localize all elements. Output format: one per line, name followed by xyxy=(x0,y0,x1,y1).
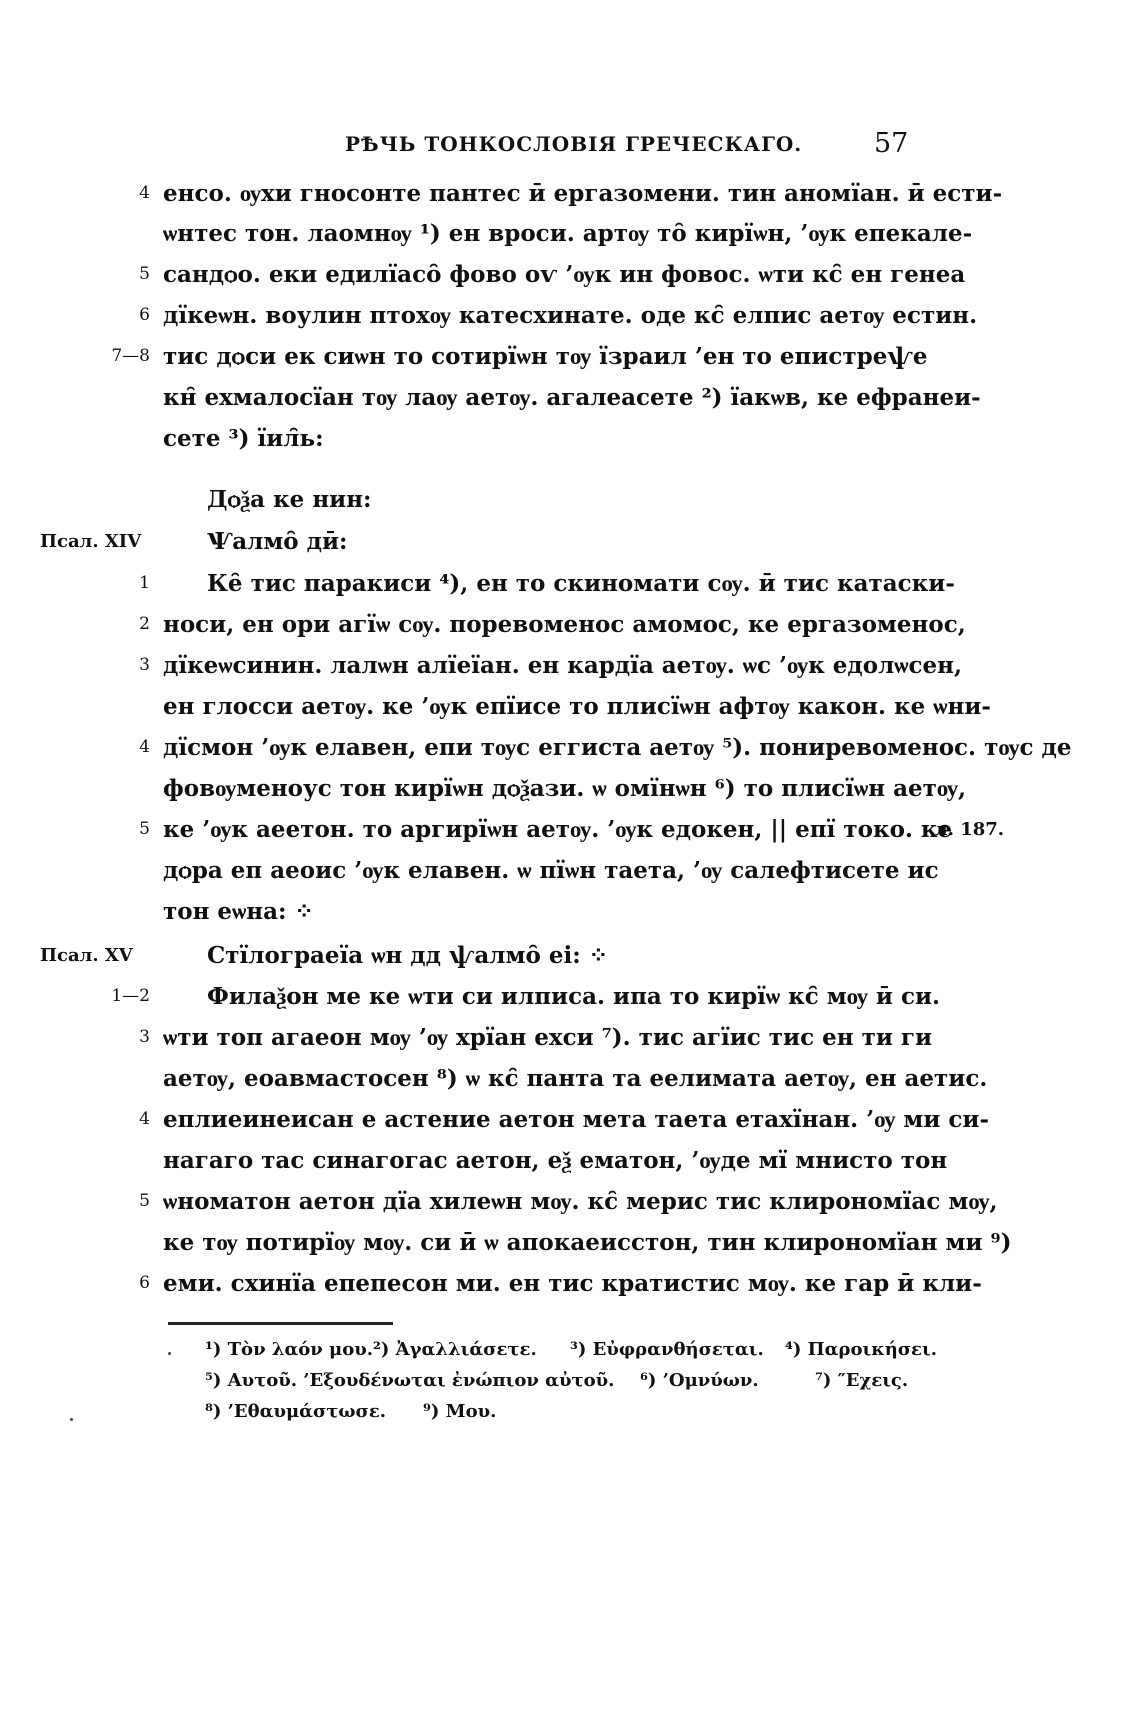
line-text: Стїлограеїа ѡн дд ѱалмо̑ еі: ⁘ xyxy=(207,942,608,969)
line-text: сандѻо. еки едилїасо̑ фово оѵ ’ѹк ин фовос. ѡти кс̑ ен генеа xyxy=(163,261,966,288)
line-text: нагаго тас синагогас аетон, еѯ ематон, ’ѹде мї мнисто тон xyxy=(163,1147,948,1174)
verse-number: 5 xyxy=(139,264,150,284)
verse-number: 3 xyxy=(139,1027,150,1047)
line-text: ѡти топ агаеон мѹ ’ѹ хрїан ехси ⁷). тис агїис тис ен ти ги xyxy=(163,1024,933,1051)
footnote: ³) Εὐφρανθήσεται. xyxy=(570,1339,764,1360)
line-text: еми. схинїа епепесон ми. ен тис кратистис мѹ. ке гар ӣ кли- xyxy=(163,1270,982,1297)
line-text: дїсмон ’ѹк елавен, епи тѹс еггиста аетѹ ⁵). пониревоменос. тѹс де xyxy=(163,734,1072,761)
verse-number: 5 xyxy=(139,1191,150,1211)
footnote: ⁷) ″Εχεις. xyxy=(815,1370,909,1391)
line-text: носи, ен ори агїѡ сѹ. поревоменос амомос, ке ергазоменос, xyxy=(163,611,966,638)
verse-number: 4 xyxy=(139,1109,150,1129)
line-text: Ѱалмо̑ дӣ: xyxy=(207,528,348,555)
verse-number: 1 xyxy=(139,573,150,593)
line-text: Ке̑ тис паракиси ⁴), ен то скиномати сѹ. ӣ тис катаски- xyxy=(207,570,955,597)
footnote: ²) Ἀγαλλιάσετε. xyxy=(373,1339,537,1360)
verse-number: 4 xyxy=(139,183,150,203)
line-text: дїкеѡсинин. лалѡн алїеїан. ен кардїа аетѹ. ѡс ’ѹк едолѡсен, xyxy=(163,652,962,679)
line-text: ен глосси аетѹ. ке ’ѹк епїисе то плисїѡн афтѹ какон. ке ѡни- xyxy=(163,693,991,720)
line-text: дїкеѡн. воулин птохѹ катесхинате. оде кс̑ елпис аетѹ естин. xyxy=(163,302,978,329)
verse-number: 6 xyxy=(139,305,150,325)
verse-number: 6 xyxy=(139,1273,150,1293)
line-text: ке тѹ потирїѹ мѹ. си ӣ ѡ апокаеисстон, тин клирономїан ми ⁹) xyxy=(163,1229,1012,1256)
footnote: ⁸) ’Εθαυμάστωσε. xyxy=(205,1401,387,1422)
line-text: Дѻѯа ке нин: xyxy=(207,486,372,513)
line-text: ке ’ѹк аеетон. то аргирїѡн аетѹ. ’ѹк едокен, || епї токо. ке xyxy=(163,816,953,843)
line-text: енсо. ѹхи гносонте пантес ӣ ергазомени. тин аномїан. ӣ ести- xyxy=(163,180,1003,207)
print-speck xyxy=(70,1418,73,1421)
verse-number: 3 xyxy=(139,655,150,675)
folio-note: л. 187. xyxy=(935,819,1005,840)
psalm-label: Псал. XIV xyxy=(40,531,142,552)
footnote-row xyxy=(205,1397,911,1427)
print-speck xyxy=(168,1352,171,1355)
line-text: сете ³) їил̑ь: xyxy=(163,425,324,452)
footnote-row xyxy=(205,1366,911,1396)
footnote: ⁶) ’Ομνύων. xyxy=(640,1370,759,1391)
line-text: фовѹменоус тон кирїѡн дѻѯази. ѡ омїнѡн ⁶) то плисїѡн аетѹ, xyxy=(163,775,967,802)
footnote: ⁵) Αυτοῦ. ’Εξουδένωται ἐνώπιον αὐτοῦ. xyxy=(205,1370,615,1391)
line-text: ѡнтес тон. лаомнѹ ¹) ен вроси. артѹ то̑ кирїѡн, ’ѹк епекале- xyxy=(163,220,973,247)
footnote: ⁴) Παροικήσει. xyxy=(785,1339,937,1360)
page-number: 57 xyxy=(874,128,909,159)
verse-number: 7—8 xyxy=(111,346,150,366)
verse-number: 5 xyxy=(139,819,150,839)
running-title: РѢЧЬ ТОНКОСЛОВІЯ ГРЕЧЕСКАГО. xyxy=(345,132,803,156)
footnote-rule xyxy=(168,1322,393,1325)
line-text: тис дѻси ек сиѡн то сотирїѡн тѹ їзраил ’ен то епистреѱе xyxy=(163,343,928,370)
line-text: тон еѡна: ⁘ xyxy=(163,898,314,925)
line-text: аетѹ, еоавмастосен ⁸) ѡ кс̑ панта та еелимата аетѹ, ен аетис. xyxy=(163,1065,988,1092)
footnote: ¹) Τὸν λαόν μου. xyxy=(205,1339,373,1360)
verse-number: 4 xyxy=(139,737,150,757)
footnote-row xyxy=(205,1335,937,1365)
verse-number: 2 xyxy=(139,614,150,634)
psalm-label: Псал. XV xyxy=(40,945,133,966)
line-text: дѻра еп аеоис ’ѹк елавен. ѡ пїѡн таета, ’ѹ салефтисете ис xyxy=(163,857,939,884)
line-text: ѡноматон аетон дїа хилеѡн мѹ. кс̑ мерис тис клирономїас мѹ, xyxy=(163,1188,998,1215)
line-text: кн̑ ехмалосїан тѹ лаѹ аетѹ. агалеасете ²) їакѡв, ке ефранеи- xyxy=(163,384,981,411)
line-text: Филаѯон ме ке ѡти си илписа. ипа то кирїѡ кс̑ мѹ ӣ си. xyxy=(207,983,941,1010)
footnote: ⁹) Μου. xyxy=(423,1401,497,1422)
verse-number: 1—2 xyxy=(111,986,150,1006)
line-text: еплиеинеисан е астение аетон мета таета етахїнан. ’ѹ ми си- xyxy=(163,1106,990,1133)
